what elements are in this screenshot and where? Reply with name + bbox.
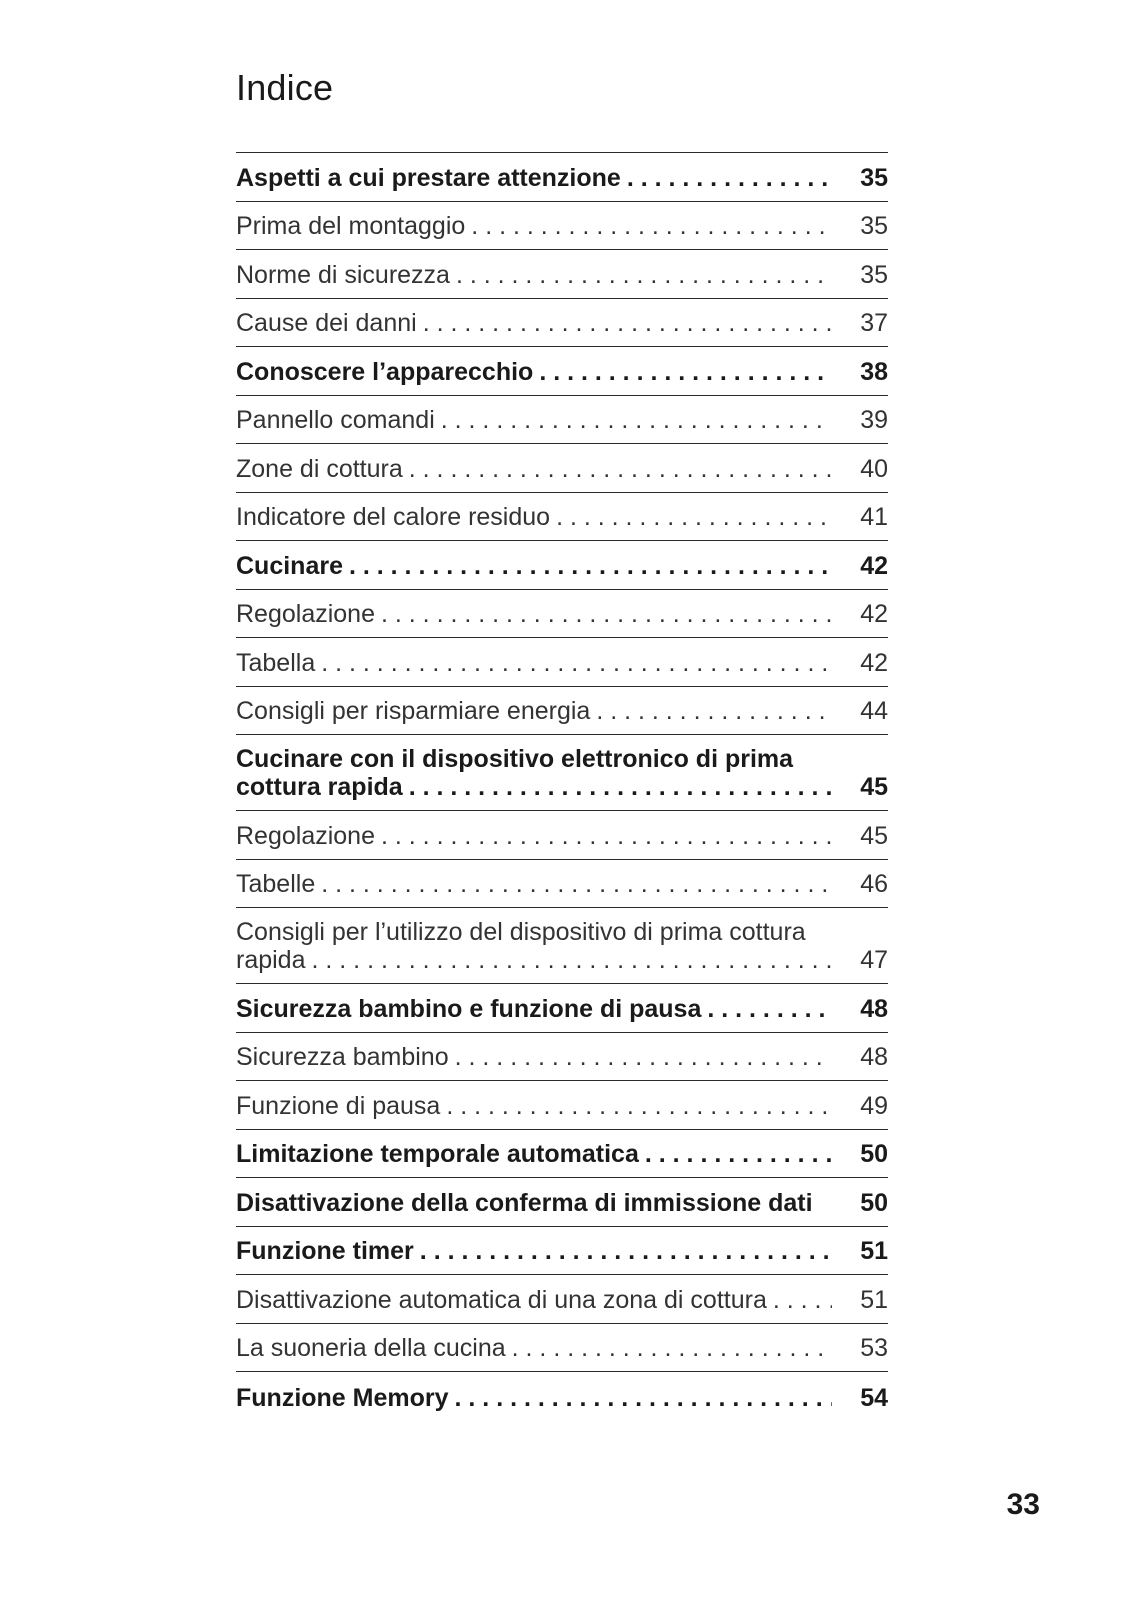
- table-of-contents: [236, 152, 888, 1421]
- toc-entry-page: 48: [860, 994, 888, 1023]
- toc-entry[interactable]: [236, 1227, 888, 1276]
- dot-leader: [375, 822, 832, 850]
- dot-leader: [440, 1092, 832, 1120]
- toc-entry-page: 45: [860, 773, 888, 801]
- toc-entry[interactable]: [236, 984, 888, 1033]
- toc-entry-label: Norme di sicurezza: [236, 260, 450, 289]
- toc-entry[interactable]: [236, 860, 888, 909]
- dot-leader: [375, 600, 832, 628]
- toc-entry-page: 45: [860, 821, 888, 850]
- page-number: 33: [1006, 1488, 1040, 1521]
- toc-entry-label: Disattivazione della conferma di immissione dati: [236, 1188, 813, 1217]
- toc-entry-label: Cause dei danni: [236, 309, 417, 337]
- toc-entry-page: 38: [860, 357, 888, 386]
- toc-entry[interactable]: [236, 153, 888, 202]
- toc-entry-label: Consigli per risparmiare energia: [236, 697, 591, 725]
- dot-leader: [639, 1140, 832, 1168]
- toc-entry-page: 35: [860, 260, 888, 289]
- toc-entry-page: 50: [860, 1140, 888, 1168]
- toc-entry-label: Sicurezza bambino e funzione di pausa: [236, 994, 702, 1023]
- dot-leader: [403, 455, 832, 483]
- toc-entry-label: Regolazione: [236, 821, 375, 850]
- toc-entry-page: 42: [860, 648, 888, 677]
- toc-entry-label: Funzione di pausa: [236, 1091, 441, 1120]
- dot-leader: [417, 309, 832, 337]
- dot-leader: [621, 164, 832, 192]
- toc-entry-page: 42: [860, 551, 888, 580]
- toc-entry[interactable]: [236, 444, 888, 493]
- dot-leader: [465, 212, 832, 240]
- toc-entry-label: Sicurezza bambino: [236, 1043, 449, 1071]
- toc-entry[interactable]: [236, 735, 888, 811]
- dot-leader: [343, 552, 832, 580]
- toc-entry-page: 35: [860, 163, 888, 192]
- dot-leader: [306, 946, 833, 974]
- toc-entry[interactable]: [236, 396, 888, 445]
- toc-entry[interactable]: [236, 908, 888, 984]
- toc-entry-page: 40: [860, 454, 888, 483]
- toc-entry-page: 51: [860, 1237, 888, 1265]
- toc-entry[interactable]: [236, 1324, 888, 1373]
- toc-entry-label: Indicatore del calore residuo: [236, 503, 551, 531]
- dot-leader: [590, 697, 832, 725]
- toc-entry[interactable]: [236, 299, 888, 348]
- dot-leader: [701, 995, 832, 1023]
- toc-entry[interactable]: [236, 493, 888, 542]
- toc-entry-page: 37: [860, 309, 888, 337]
- dot-leader: [450, 261, 832, 289]
- toc-entry[interactable]: [236, 590, 888, 639]
- toc-entry-label: Funzione Memory: [236, 1383, 449, 1412]
- toc-entry[interactable]: [236, 250, 888, 299]
- toc-entry-label: Disattivazione automatica di una zona di cottura: [236, 1285, 767, 1314]
- toc-entry[interactable]: [236, 1372, 888, 1421]
- toc-entry[interactable]: [236, 638, 888, 687]
- toc-entry-page: 47: [860, 946, 888, 974]
- toc-entry[interactable]: [236, 1130, 888, 1179]
- page-title: Indice: [236, 67, 334, 108]
- toc-entry-page: 42: [860, 600, 888, 628]
- toc-entry-page: 51: [860, 1285, 888, 1314]
- toc-entry-label: La suoneria della cucina: [236, 1334, 506, 1362]
- toc-entry-label: Zone di cottura: [236, 454, 403, 483]
- dot-leader: [506, 1334, 832, 1362]
- toc-entry-page: 54: [860, 1383, 888, 1412]
- toc-entry-label-line1: Cucinare con il dispositivo elettronico di prima: [236, 745, 794, 773]
- toc-entry-label-line1: Consigli per l’utilizzo del dispositivo di prima cottura: [236, 918, 806, 946]
- toc-entry-page: 46: [860, 870, 888, 898]
- dot-leader: [414, 1237, 832, 1265]
- toc-entry-page: 44: [860, 697, 888, 725]
- toc-entry-page: 39: [860, 406, 888, 434]
- toc-entry-page: 35: [860, 212, 888, 240]
- toc-entry-label: Limitazione temporale automatica: [236, 1140, 639, 1168]
- toc-entry[interactable]: [236, 1033, 888, 1082]
- toc-entry-page: 53: [860, 1334, 888, 1362]
- toc-entry[interactable]: [236, 202, 888, 251]
- toc-entry[interactable]: [236, 1081, 888, 1130]
- toc-entry-label: Funzione timer: [236, 1237, 414, 1265]
- toc-entry-label: Prima del montaggio: [236, 212, 466, 240]
- toc-entry[interactable]: [236, 687, 888, 736]
- toc-entry[interactable]: [236, 811, 888, 860]
- dot-leader: [767, 1286, 832, 1314]
- toc-entry[interactable]: [236, 347, 888, 396]
- toc-entry[interactable]: [236, 1275, 888, 1324]
- toc-entry-label: Regolazione: [236, 600, 375, 628]
- toc-entry[interactable]: [236, 541, 888, 590]
- toc-entry-label: Conoscere l’apparecchio: [236, 357, 534, 386]
- toc-entry-label: Cucinare: [236, 551, 343, 580]
- toc-entry-page: 49: [860, 1091, 888, 1120]
- toc-entry-label: Pannello comandi: [236, 406, 435, 434]
- toc-entry-label: Tabella: [236, 648, 316, 677]
- dot-leader: [435, 406, 832, 434]
- toc-entry-label: Aspetti a cui prestare attenzione: [236, 163, 621, 192]
- dot-leader: [449, 1384, 832, 1412]
- dot-leader: [403, 773, 832, 801]
- dot-leader: [315, 649, 832, 677]
- dot-leader: [315, 870, 832, 898]
- toc-entry[interactable]: [236, 1178, 888, 1227]
- dot-leader: [533, 358, 832, 386]
- toc-entry-label: Tabelle: [236, 870, 316, 898]
- dot-leader: [449, 1043, 832, 1071]
- toc-entry-label-line2: rapida: [236, 946, 306, 974]
- toc-entry-page: 41: [860, 503, 888, 531]
- toc-entry-page: 48: [860, 1043, 888, 1071]
- toc-entry-page: 50: [860, 1188, 888, 1217]
- toc-entry-label-line2: cottura rapida: [236, 773, 403, 801]
- dot-leader: [550, 503, 832, 531]
